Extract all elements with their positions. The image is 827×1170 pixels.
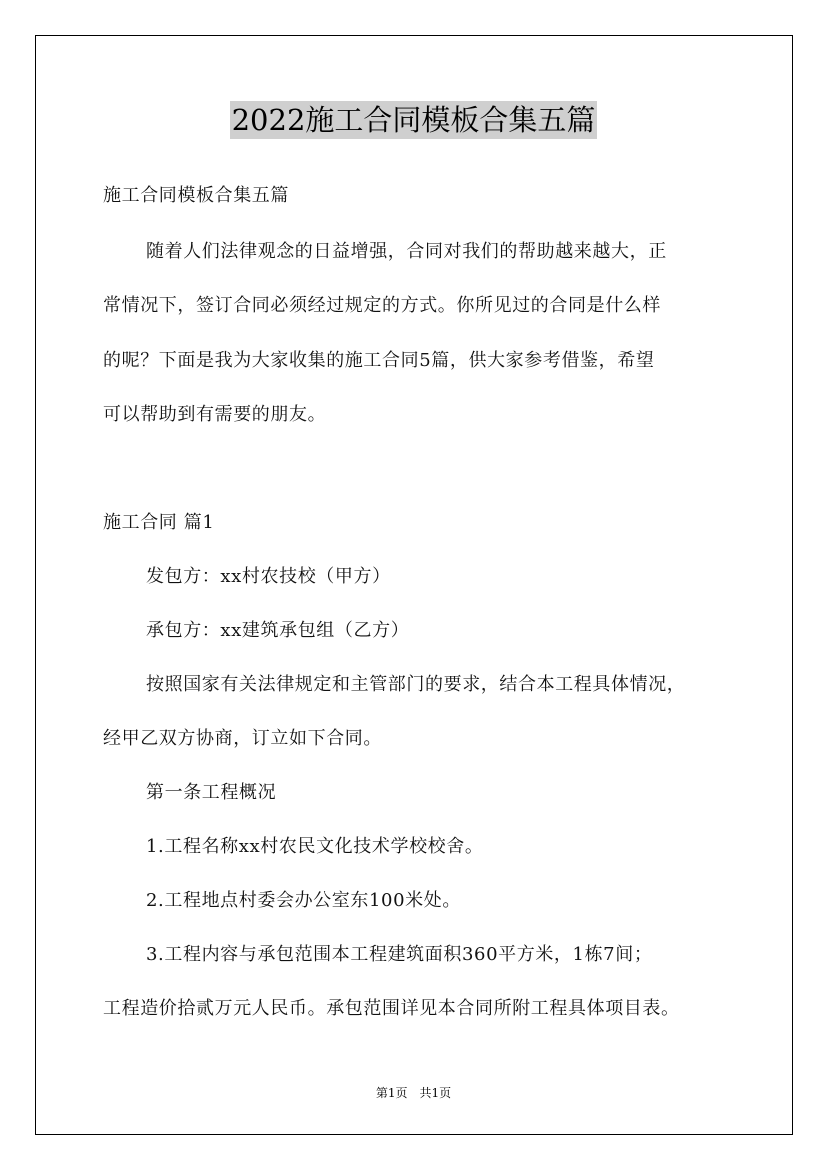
item-3-continued: 工程造价拾贰万元人民币。承包范围详见本合同所附工程具体项目表。 — [103, 998, 680, 1019]
item-2: 2.工程地点村委会办公室东100米处。 — [146, 890, 461, 911]
party-b: 承包方：xx建筑承包组（乙方） — [146, 620, 410, 641]
intro-line-4: 可以帮助到有需要的朋友。 — [103, 404, 327, 425]
intro-line-1: 随着人们法律观念的日益增强，合同对我们的帮助越来越大，正 — [146, 241, 667, 262]
document-title: 2022施工合同模板合集五篇 — [231, 103, 596, 137]
page-footer: 第1页 共1页 — [375, 1086, 452, 1100]
section-heading: 施工合同 篇1 — [103, 512, 215, 533]
item-3: 3.工程内容与承包范围本工程建筑面积360平方米，1栋7间； — [146, 944, 653, 965]
intro-line-3: 的呢？下面是我为大家收集的施工合同5篇，供大家参考借鉴，希望 — [103, 350, 655, 371]
subtitle: 施工合同模板合集五篇 — [103, 185, 289, 206]
article-heading: 第一条工程概况 — [146, 782, 277, 803]
para-line-1: 按照国家有关法律规定和主管部门的要求，结合本工程具体情况， — [146, 674, 686, 695]
intro-line-2: 常情况下，签订合同必须经过规定的方式。你所见过的合同是什么样 — [103, 295, 661, 316]
para-line-2: 经甲乙双方协商，订立如下合同。 — [103, 728, 382, 749]
item-1: 1.工程名称xx村农民文化技术学校校舍。 — [146, 836, 484, 857]
party-a: 发包方：xx村农技校（甲方） — [146, 566, 391, 587]
